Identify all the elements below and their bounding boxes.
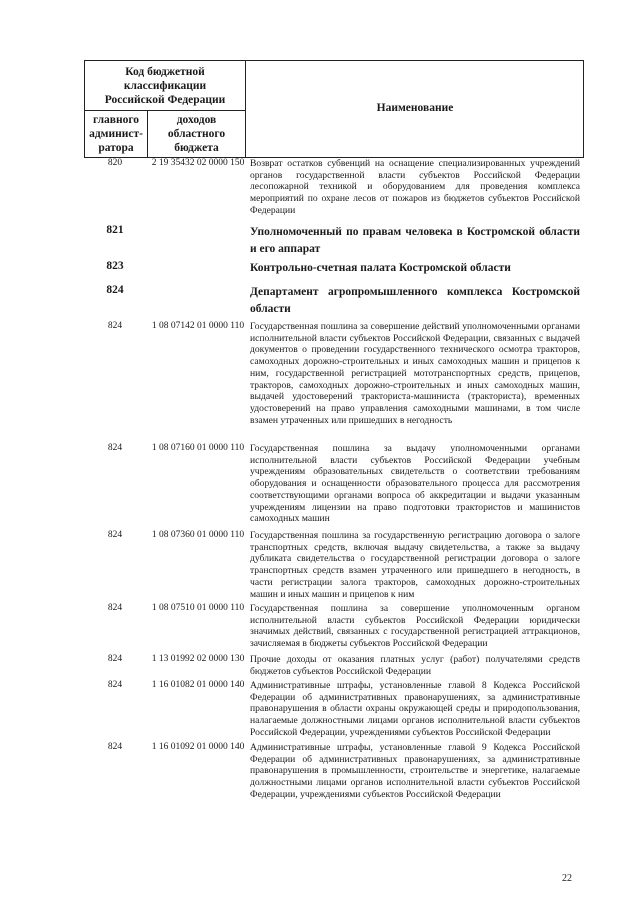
admin-code: 824 <box>107 321 123 331</box>
header-main-admin <box>85 113 147 155</box>
header-name: Наименование <box>376 102 454 114</box>
admin-code: 824 <box>107 443 123 453</box>
admin-code: 820 <box>107 158 123 168</box>
header-text: классификации <box>123 80 207 92</box>
budget-code: 1 08 07160 01 0000 110 <box>151 443 245 453</box>
budget-code: 1 08 07142 01 0000 110 <box>151 321 245 331</box>
admin-code: 824 <box>107 530 123 540</box>
row-name: Административные штрафы, установленные главой 8 Кодекса Российской Федерации об административных правонарушениях, за административные правонарушения в области охраны окружающей среды и природопользования, налагаемые должностными лицами органов исполнительной власти субъектов Российской Федерации, учреждениями субъектов Российской Федерации <box>250 680 580 738</box>
header-text: главного <box>92 114 140 126</box>
budget-code: 1 08 07360 01 0000 110 <box>151 530 245 540</box>
admin-code: 824 <box>107 742 123 752</box>
row-name: Государственная пошлина за совершение уполномоченным органом исполнительной власти субъектов Российской Федерации юридически значимых действий, связанных с государственной регистрацией аттракционов, зачисляемая в бюджеты субъектов Российской Федерации <box>250 603 580 650</box>
budget-code: 1 16 01082 01 0000 140 <box>151 680 245 690</box>
row-name: Административные штрафы, установленные главой 9 Кодекса Российской Федерации об административных правонарушениях, за административные правонарушения в промышленности, строительстве и энергетике, налагаемые должностными лицами органов исполнительной власти субъектов Российской Федерации, учреждениями субъектов Российской Федерации <box>250 742 580 800</box>
admin-code: 824 <box>106 284 124 296</box>
admin-code: 824 <box>107 603 123 613</box>
row-name: Департамент агропромышленного комплекса Костромской области <box>250 286 580 315</box>
row-name: Государственная пошлина за совершение действий уполномоченными органами исполнительной власти субъектов Российской Федерации, связанных с выдачей документов о проведении государственного технического осмотра тракторов, самоходных дорожно-строительных и иных самоходных машин и прицепов к ним, государственной регистрацией мототранспортных средств, прицепов, тракторов, самоходных дорожно-строительных и иных самоходных машин, выдачей удостоверений тракториста-машиниста (тракториста), временных удостоверений на право управления самоходными машинами, в том числе взамен утраченных или пришедших в негодность <box>250 321 580 426</box>
admin-code: 824 <box>107 654 123 664</box>
header-divider <box>85 110 245 111</box>
table-header <box>84 60 584 158</box>
admin-code: 821 <box>106 224 124 236</box>
admin-code: 824 <box>107 680 123 690</box>
header-text: областного <box>167 128 226 140</box>
header-text: Российской Федерации <box>104 94 226 106</box>
budget-code: 1 16 01092 01 0000 140 <box>151 742 245 752</box>
header-text: бюджета <box>174 142 219 154</box>
row-name: Государственная пошлина за выдачу уполномоченными органами исполнительной власти субъектов Российской Федерации учебным учреждениям образовательных свидетельств о соответствии требованиям оборудования и оснащенности образовательного процесса для рассмотрения соответствующими органами вопроса об аккредитации и выдачи указанным учреждениям лицензии на право подготовки трактористов и машинистов самоходных машин <box>250 443 580 525</box>
header-text: Код бюджетной <box>125 66 205 78</box>
row-name: Контрольно-счетная палата Костромской области <box>250 262 511 274</box>
header-income <box>148 113 245 155</box>
header-code-group <box>85 65 245 107</box>
admin-code: 823 <box>106 260 124 272</box>
header-text: доходов <box>176 114 217 126</box>
budget-code: 1 13 01992 02 0000 130 <box>151 654 245 664</box>
header-text: админист- <box>89 128 143 140</box>
budget-code: 2 19 35432 02 0000 150 <box>151 158 245 168</box>
budget-code: 1 08 07510 01 0000 110 <box>151 603 245 613</box>
row-name: Государственная пошлина за государственную регистрацию договора о залоге транспортных средств, включая выдачу свидетельства, а также за выдачу дубликата свидетельства о государственной регистрации договора о залоге транспортных средств взамен утраченного или пришедшего в негодность, в части регистрации залога тракторов, самоходных дорожно-строительных машин и иных машин и прицепов к ним <box>250 530 580 600</box>
row-name: Прочие доходы от оказания платных услуг (работ) получателями средств бюджетов субъектов Российской Федерации <box>250 654 580 677</box>
header-text: ратора <box>98 142 134 154</box>
row-name: Возврат остатков субвенций на оснащение специализированных учреждений органов государственной власти субъектов Российской Федерации лесопожарной техникой и оборудованием для проведения комплекса мероприятий по охране лесов от пожаров из бюджетов субъектов Российской Федерации <box>250 158 580 216</box>
row-name: Уполномоченный по правам человека в Костромской области и его аппарат <box>250 226 580 255</box>
page-number: 22 <box>562 873 572 884</box>
